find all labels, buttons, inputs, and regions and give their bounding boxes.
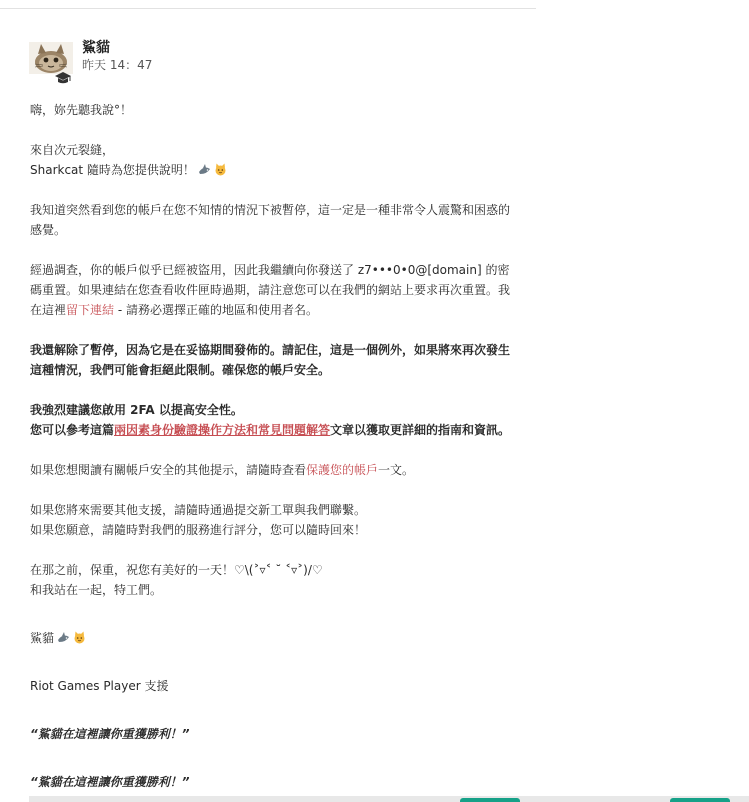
2fa-text-a: 您可以參考這篇 <box>30 423 115 437</box>
reset-link[interactable]: 留下連結 <box>66 303 115 317</box>
2fa-guide-link[interactable]: 兩因素身份驗證操作方法和常見問題解答 <box>114 423 331 437</box>
cat-face-emoji-icon <box>214 163 227 176</box>
tips-text-b: 一文。 <box>378 463 415 477</box>
paragraph-investigation <box>30 260 520 320</box>
closing-quote-1: “鯊貓在這裡讓你重獲勝利！” <box>30 727 190 741</box>
paragraph-farewell-1: 在那之前，保重，祝您有美好的一天！♡\(˃▿˂ ˘ ˂▿˃)/♡ <box>30 563 323 577</box>
investigation-text-1: 經過調查，你的帳戶似乎已經被盜用，因此我繼續向你發送了 z7•••0•0@[domain] 的密碼重置。如果連結在您查看收件匣時過期，請注意您可以在我們的網站上要求再次重置。我在這裡 <box>30 263 511 317</box>
paragraph-support-1: 如果您將來需要其他支援，請隨時通過提交新工單與我們聯繫。 <box>30 503 367 517</box>
investigation-text-2: - 請務必選擇正確的地區和使用者名。 <box>114 303 318 317</box>
tips-text-a: 如果您想閱讀有關帳戶安全的其他提示，請隨時查看 <box>30 463 307 477</box>
intro-line-2 <box>30 160 520 180</box>
protect-account-link[interactable]: 保護您的帳戶 <box>306 463 379 477</box>
paragraph-suspension: 我知道突然看到您的帳戶在您不知情的情況下被暫停，這一定是一種非常令人震驚和困惑的感覺。 <box>30 203 511 237</box>
message-timestamp: 昨天 14：47 <box>82 58 153 72</box>
paragraph-suspension-lifted: 我還解除了暫停，因為它是在妥協期間發佈的。請記住，這是一個例外，如果將來再次發生這種情況，我們可能會拒絕此限制。確保您的帳戶安全。 <box>30 343 511 377</box>
bottom-accent-tab <box>460 798 520 802</box>
paragraph-security-tips <box>30 460 520 480</box>
greeting-line: 嗨，妳先聽我說°！ <box>30 103 133 117</box>
paragraph-2fa-line-2 <box>30 420 520 440</box>
intro-text: Sharkcat 隨時為您提供說明！ <box>30 163 195 177</box>
graduation-cap-icon <box>54 71 72 85</box>
signature-line <box>30 628 520 648</box>
team-name: Riot Games Player 支援 <box>30 679 169 693</box>
shark-emoji-icon <box>57 631 70 644</box>
top-divider <box>0 8 536 9</box>
bottom-accent-tab <box>670 798 730 802</box>
bottom-scroll-area <box>29 796 749 802</box>
paragraph-farewell-2: 和我站在一起，特工們。 <box>30 583 163 597</box>
message-header <box>29 37 429 87</box>
paragraph-support-2: 如果您願意，請隨時對我們的服務進行評分，您可以隨時回來！ <box>30 523 367 537</box>
closing-quote-2: “鯊貓在這裡讓你重獲勝利！” <box>30 775 190 789</box>
shark-emoji-icon <box>198 163 211 176</box>
cat-face-emoji-icon <box>73 631 86 644</box>
2fa-text-b: 文章以獲取更詳細的指南和資訊。 <box>330 423 511 437</box>
message-body <box>30 100 520 792</box>
signature-name: 鯊貓 <box>30 631 55 645</box>
paragraph-2fa-line-1: 我強烈建議您啟用 2FA 以提高安全性。 <box>30 403 243 417</box>
author-name[interactable]: 鯊貓 <box>82 40 110 56</box>
cat-avatar[interactable] <box>29 42 73 74</box>
intro-line-1: 來自次元裂縫， <box>30 143 115 157</box>
